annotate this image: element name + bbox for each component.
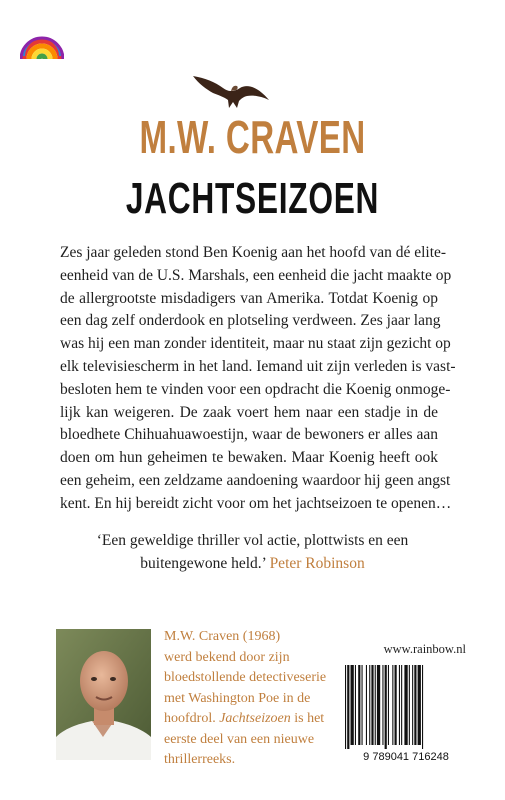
bio-line: eerste deel van een nieuwe xyxy=(164,731,315,747)
barcode-graphic xyxy=(341,663,471,763)
barcode-bar xyxy=(399,665,400,745)
barcode-bar xyxy=(412,665,413,745)
barcode-bar xyxy=(366,665,367,745)
quote-line-2 xyxy=(0,553,505,576)
barcode-bar xyxy=(369,665,370,745)
blurb-line: de allergrootste misdadigers van Amerika. Totdat Koenig op xyxy=(60,289,438,307)
vulture-icon xyxy=(191,68,271,110)
review-quote xyxy=(0,530,505,576)
author-photo xyxy=(56,629,151,760)
blurb-line: doen om hun geheimen te bewaken. Maar Koenig heeft ook xyxy=(60,449,438,467)
author-name: M.W. CRAVEN xyxy=(139,111,366,163)
barcode-bar xyxy=(345,665,346,749)
blurb-line: was hij een man zonder identiteit, maar nu staat zijn gezicht op xyxy=(60,335,451,353)
blurb-line: bloedhete Chihuahuawoestijn, waar de bewoners er alles aan xyxy=(60,426,438,444)
blurb-line: Zes jaar geleden stond Ben Koenig aan het hoofd van dé elite- xyxy=(60,244,447,261)
barcode-bar xyxy=(358,665,360,745)
rainbow-logo xyxy=(20,23,64,63)
barcode-bar xyxy=(392,665,393,745)
barcode-bar xyxy=(371,665,373,745)
bio-line: hoofdrol. xyxy=(164,711,216,726)
barcode-bar xyxy=(351,665,354,745)
barcode-number: 9 789041 716248 xyxy=(363,751,449,763)
bio-line-5 xyxy=(164,709,325,730)
blurb-line: een dag zelf onderdook en plotseling verdween. Zes jaar lang xyxy=(60,312,441,330)
blurb-line: kent. En hij bereidt zicht voor om het jachtseizoen te openen… xyxy=(60,494,452,512)
bio-line: bloedstollende detectiveserie xyxy=(164,670,327,685)
blurb-line: besloten hem te vinden voor een opdracht die Koenig onmoge- xyxy=(60,380,451,398)
barcode-bar xyxy=(382,665,383,745)
quote-line: buitengewone held.’ xyxy=(140,554,266,572)
publisher-url: www.rainbow.nl xyxy=(383,642,466,656)
bio-line: met Washington Poe in de xyxy=(164,690,311,706)
blurb-line: elk televisiescherm in het land. Iemand uit zijn verleden is vast- xyxy=(60,357,456,375)
blurb-text xyxy=(60,242,456,516)
barcode-bar xyxy=(414,665,416,745)
barcode-bar xyxy=(401,665,402,745)
quote-attribution: Peter Robinson xyxy=(269,554,365,572)
bio-line: werd bekend door zijn xyxy=(164,649,290,665)
bio-book-title: Jachtseizoen xyxy=(219,711,291,726)
barcode-bar xyxy=(404,665,407,745)
blurb-line: lijk kan weigeren. De zaak voert hem naar een stadje in de xyxy=(60,403,438,421)
bio-line: thrillerreeks. xyxy=(164,752,236,767)
book-title: JACHTSEIZOEN xyxy=(125,174,380,223)
barcode-bar xyxy=(418,665,421,745)
barcode-bar xyxy=(355,665,356,745)
author-bio xyxy=(164,627,327,771)
isbn-barcode xyxy=(341,663,471,763)
barcode-bar xyxy=(385,665,387,749)
barcode-bar xyxy=(409,665,410,745)
quote-line: ‘Een geweldige thriller vol actie, plottwists en een xyxy=(96,532,409,549)
barcode-bar xyxy=(388,665,389,745)
barcode-bar xyxy=(375,665,376,745)
bio-line: M.W. Craven (1968) xyxy=(164,629,281,644)
barcode-bar xyxy=(362,665,363,745)
blurb-line: een geheim, een zeldzame aandoening waardoor hij geen angst xyxy=(60,471,451,489)
blurb-line: eenheid van de U.S. Marshals, een eenheid die jacht maakte op xyxy=(60,266,452,284)
barcode-bar xyxy=(422,665,423,749)
barcode-bar xyxy=(395,665,397,745)
barcode-bar xyxy=(377,665,380,745)
bio-line: is het xyxy=(294,711,325,726)
barcode-bar xyxy=(347,665,349,749)
